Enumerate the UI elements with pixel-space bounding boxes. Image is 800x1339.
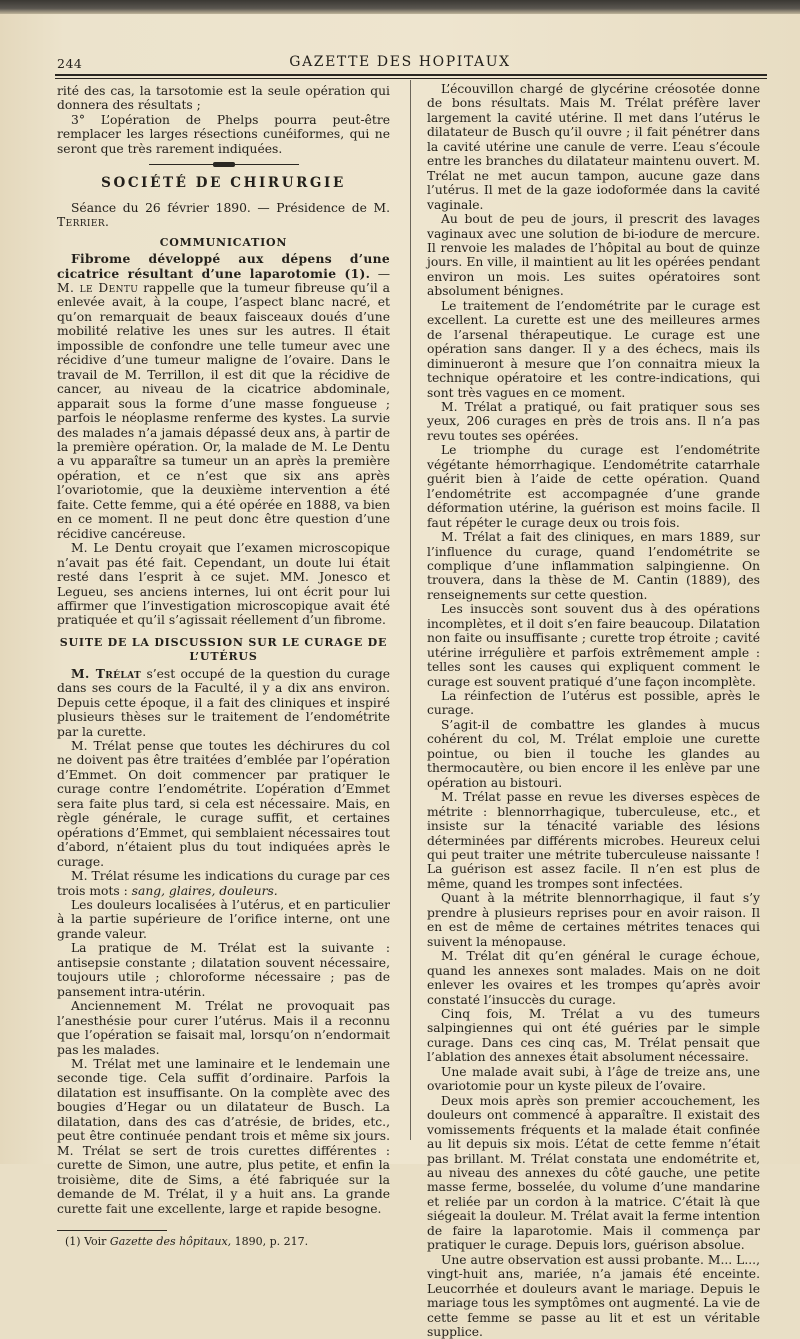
fibrome-dash: — — [377, 266, 390, 281]
paragraph-phelps: 3° L’opération de Phelps pourra peut-être remplacer les larges résections cunéiformes, qui ne seront que très rarement indiquées. — [57, 112, 390, 156]
paragraph-continued: rité des cas, la tarsotomie est la seule opération qui donnera des résultats ; — [57, 84, 390, 113]
paragraph-206: M. Trélat a pratiqué, ou fait pratiquer sous ses yeux, 206 curages en près de trois ans. Il n’a pas revu toutes ses opérées. — [427, 399, 760, 443]
paragraph-revue: M. Trélat passe en revue les diverses espèces de métrite : blennorrhagique, tuberculeuse, etc., et insiste sur la ténacité variable des lésions déterminées par différents microbes. Heureux celui qui peut traiter une métrite tuberculeuse naissante ! La guérison est assez facile. Il n’en est plus de même, quand les trompes sont infectées. — [427, 790, 760, 891]
paragraph-1889: M. Trélat a fait des cliniques, en mars 1889, sur l’influence du curage, quand l’endométrite se complique d’une inflammation salpingienne. On trouvera, dans la thèse de M. Cantin (1889), des renseignements sur cette question. — [427, 530, 760, 602]
communication-heading: COMMUNICATION — [159, 235, 288, 249]
fibrome-text: rappelle que la tumeur fibreuse qu’il a enlevée avait, à la coupe, l’aspect blanc nacré, et qu’on remarquait de beaux faisceaux doués d’une mobilité relative les unes sur les autres. Il était impossible de confondre une telle tumeur avec une récidive d’une tumeur maligne de l’ovaire. Dans le travail de M. Terrillon, il est dit que la récidive de cancer, au niveau de la cicatrice abdominale, apparait sous la forme d’une masse fongueuse ; parfois le néoplasme renferme des kystes. La survie des malades n’a jamais dépassé deux ans, à partir de la première opération. Or, la malade de M. Le Dentu a vu apparaître sa tumeur un an après la première opération, et ce n’est que six ans après l’ovariotomie, que la deuxième intervention a été faite. Cette femme, qui a été opérée en 1888, va bien en ce moment. Il ne peut donc être question d’une récidive cancéreuse. — [57, 280, 390, 541]
paragraph-resume — [57, 869, 390, 898]
paragraph-pense: M. Trélat pense que toutes les déchirures du col ne doivent pas être traitées d’emblée par l’opération d’Emmet. On doit commencer par pratiquer le curage contre l’endométrite. L’opération d’Emmet sera faite plus tard, si cela est nécessaire. Mais, en règle générale, le curage suffit, et certaines opérations d’Emmet, qui semblaient nécessaires tout d’abord, n’étaient plus du tout indiquées après le curage. — [57, 739, 390, 869]
footnote-prefix: (1) Voir — [65, 1234, 107, 1248]
paragraph-glandes: S’agit-il de combattre les glandes à mucus cohérent du col, M. Trélat emploie une curette pointue, ou bien il touche les glandes au thermocautère, ou bien encore il les enlève par une opération au bistouri. — [427, 717, 760, 790]
paragraph-blenno: Quant à la métrite blennorrhagique, il faut s’y prendre à plusieurs reprises pour en avoir raison. Il en est de même de certaines métrites tenaces qui suivent la ménopause. — [427, 891, 760, 949]
paragraph-cinq: Cinq fois, M. Trélat a vu des tumeurs salpingiennes qui ont été guéries par le simple curage. Dans ces cinq cas, M. Trélat pensait que l’ablation des annexes était absolument nécessaire. — [427, 1007, 760, 1065]
trelat-text: s’est occupé de la question du curage dans ses cours de la Faculté, il y a dix ans environ. Depuis cette époque, il a fait des cliniques et inspiré plusieurs thèses sur le traitement de l’endométrite par la curette. — [57, 666, 390, 739]
paragraph-echoue: M. Trélat dit qu’en général le curage échoue, quand les annexes sont malades. Mais on ne doit enlever les ovaires et les trompes qu’après avoir constaté l’insuccès du curage. — [427, 949, 760, 1007]
scan-top-edge — [0, 0, 800, 14]
fibrome-author: M. le Dentu — [57, 280, 139, 295]
session-line — [57, 201, 390, 230]
footnote-suffix: 1890, p. 217. — [234, 1234, 309, 1248]
paragraph-anciennement: Anciennement M. Trélat ne provoquait pas l’anesthésie pour curer l’utérus. Mais il a reconnu que l’opération se faisait mal, lorsqu’on n’endormait pas les malades. — [57, 999, 390, 1057]
paragraph-deux-mois: Deux mois après son premier accouchement, les douleurs ont commencé à apparaître. Il existait des vomissements fréquents et la malade était confinée au lit depuis six mois. L’état de cette femme n’était pas brillant. M. Trélat constata une endométrite et, au niveau des annexes du côté gauche, une petite masse ferme, bosselée, du volume d’une mandarine et reliée par un cordon à la matrice. C’était là que siégeait la douleur. M. Trélat avait la ferme intention de faire la laparotomie. Mais il commença par pratiquer le curage. Depuis lors, guérison absolue. — [427, 1093, 760, 1253]
paragraph-ledentu: M. Le Dentu croyait que l’examen microscopique n’avait pas été fait. Cependant, un doute lui était resté dans l’esprit à ce sujet. MM. Jonesco et Legueu, ses anciens internes, lui ont écrit pour lui affirmer que l’investigation microscopique avait été pratiquée et qu’il s’agissait réellement d’un fibrome. — [57, 541, 390, 628]
paragraph-treize: Une malade avait subi, à l’âge de treize ans, une ovariotomie pour un kyste pileux de l’ovaire. — [427, 1064, 760, 1094]
right-column — [427, 82, 760, 1339]
footnote-rule — [57, 1230, 167, 1231]
society-title: SOCIÉTÉ DE CHIRURGIE — [101, 175, 346, 192]
paragraph-fibrome — [57, 252, 390, 541]
paragraph-autre: Une autre observation est aussi probante. M... L..., vingt-huit ans, mariée, n’a jamais été enceinte. Leucorrhée et douleurs avant le mariage. Depuis le mariage tous les symptômes ont augmenté. La vie de cette femme se passe au lit et est un véritable supplice. — [427, 1252, 760, 1339]
paragraph-ecouvillon: L’écouvillon chargé de glycérine créosotée donne de bons résultats. Mais M. Trélat préfère laver largement la cavité utérine. Il met dans l’utérus le dilatateur de Busch qu’il ouvre ; il fait pénétrer dans la cavité utérine une canule de verre. L’eau s’écoule entre les branches du dilatateur maintenu ouvert. M. Trélat ne met aucun tampon, aucune gaze dans l’utérus. Il met de la gaze iodoformée dans la cavité vaginale. — [427, 82, 760, 212]
paragraph-douleurs: Les douleurs localisées à l’utérus, et en particulier à la partie supérieure de l’orifice interne, ont une grande valeur. — [57, 898, 390, 941]
paragraph-triomphe: Le triomphe du curage est l’endométrite végétante hémorrhagique. L’endométrite catarrhale guérit bien à l’aide de cette opération. Quand l’endométrite est accompagnée d’une grande déformation utérine, la guérison est moins facile. Il faut répéter le curage deux ou trois fois. — [427, 443, 760, 530]
paragraph-insucces: Les insuccès sont souvent dus à des opérations incomplètes, et il doit s’en faire beaucoup. Dilatation non faite ou insuffisante ; curette trop étroite ; cavité utérine irrégulière et parfois extrêmement ample : telles sont les causes qui expliquent comment le curage est souvent pratiqué d’une façon incomplète. — [427, 602, 760, 689]
resume-words: sang, glaires, douleurs. — [131, 883, 278, 898]
paragraph-trelat — [57, 667, 390, 739]
session-president: Terrier. — [57, 215, 110, 230]
trelat-name: M. Trélat — [71, 665, 142, 681]
paragraph-laminaire: M. Trélat met une laminaire et le lendemain une seconde tige. Cela suffit d’ordinaire. Parfois la dilatation est insuffisante. On la complète avec des bougies d’Hegar ou un dilatateur de Busch. La dilatation, dans des cas d’atrésie, de brides, etc., peut être continuée pendant trois et même six jours. M. Trélat se sert de trois curettes différentes : curette de Simon, une autre, plus petite, et enfin la troisième, dite de Sims, a été fabriquée sur la demande de M. Trélat, il y a huit ans. La grande curette fait une excellente, large et rapide besogne. — [57, 1057, 390, 1216]
page-number: 244 — [57, 56, 83, 71]
footnote — [57, 1235, 390, 1249]
session-date: Séance du 26 février 1890. — Présidence de M. — [71, 200, 390, 215]
running-title: GAZETTE DES HOPITAUX — [289, 54, 511, 70]
column-divider — [410, 80, 411, 1140]
paragraph-traitement: Le traitement de l’endométrite par le curage est excellent. La curette est une des meilleures armes de l’arsenal thérapeutique. Le curage est une opération sans danger. Il y a des échecs, mais ils diminueront à mesure que l’on connaitra mieux la technique opératoire et les contre-indications, qui sont très vagues en ce moment. — [427, 298, 760, 400]
paragraph-pratique: La pratique de M. Trélat est la suivante : antisepsie constante ; dilatation souvent nécessaire, toujours utile ; chloroforme nécessaire ; pas de pansement intra-utérin. — [57, 941, 390, 999]
paragraph-bout: Au bout de peu de jours, il prescrit des lavages vaginaux avec une solution de bi-iodure de mercure. Il renvoie les malades de l’hôpital au bout de quinze jours. En ville, il maintient au lit les opérées pendant environ un mois. Les suites opératoires sont absolument bénignes. — [427, 212, 760, 299]
suite-heading: SUITE DE LA DISCUSSION SUR LE CURAGE DE L’UTÉRUS — [59, 635, 388, 664]
header-rule — [55, 74, 767, 79]
paragraph-reinfection: La réinfection de l’utérus est possible, après le curage. — [427, 689, 760, 718]
fibrome-title: Fibrome développé aux dépens d’une cicatrice résultant d’une laparotomie (1). — [57, 251, 390, 281]
left-column — [57, 84, 390, 1249]
section-separator — [149, 162, 299, 168]
resume-text: M. Trélat résume les indications du curage par ces trois mots : — [57, 869, 390, 898]
footnote-journal: Gazette des hôpitaux, — [109, 1234, 232, 1248]
